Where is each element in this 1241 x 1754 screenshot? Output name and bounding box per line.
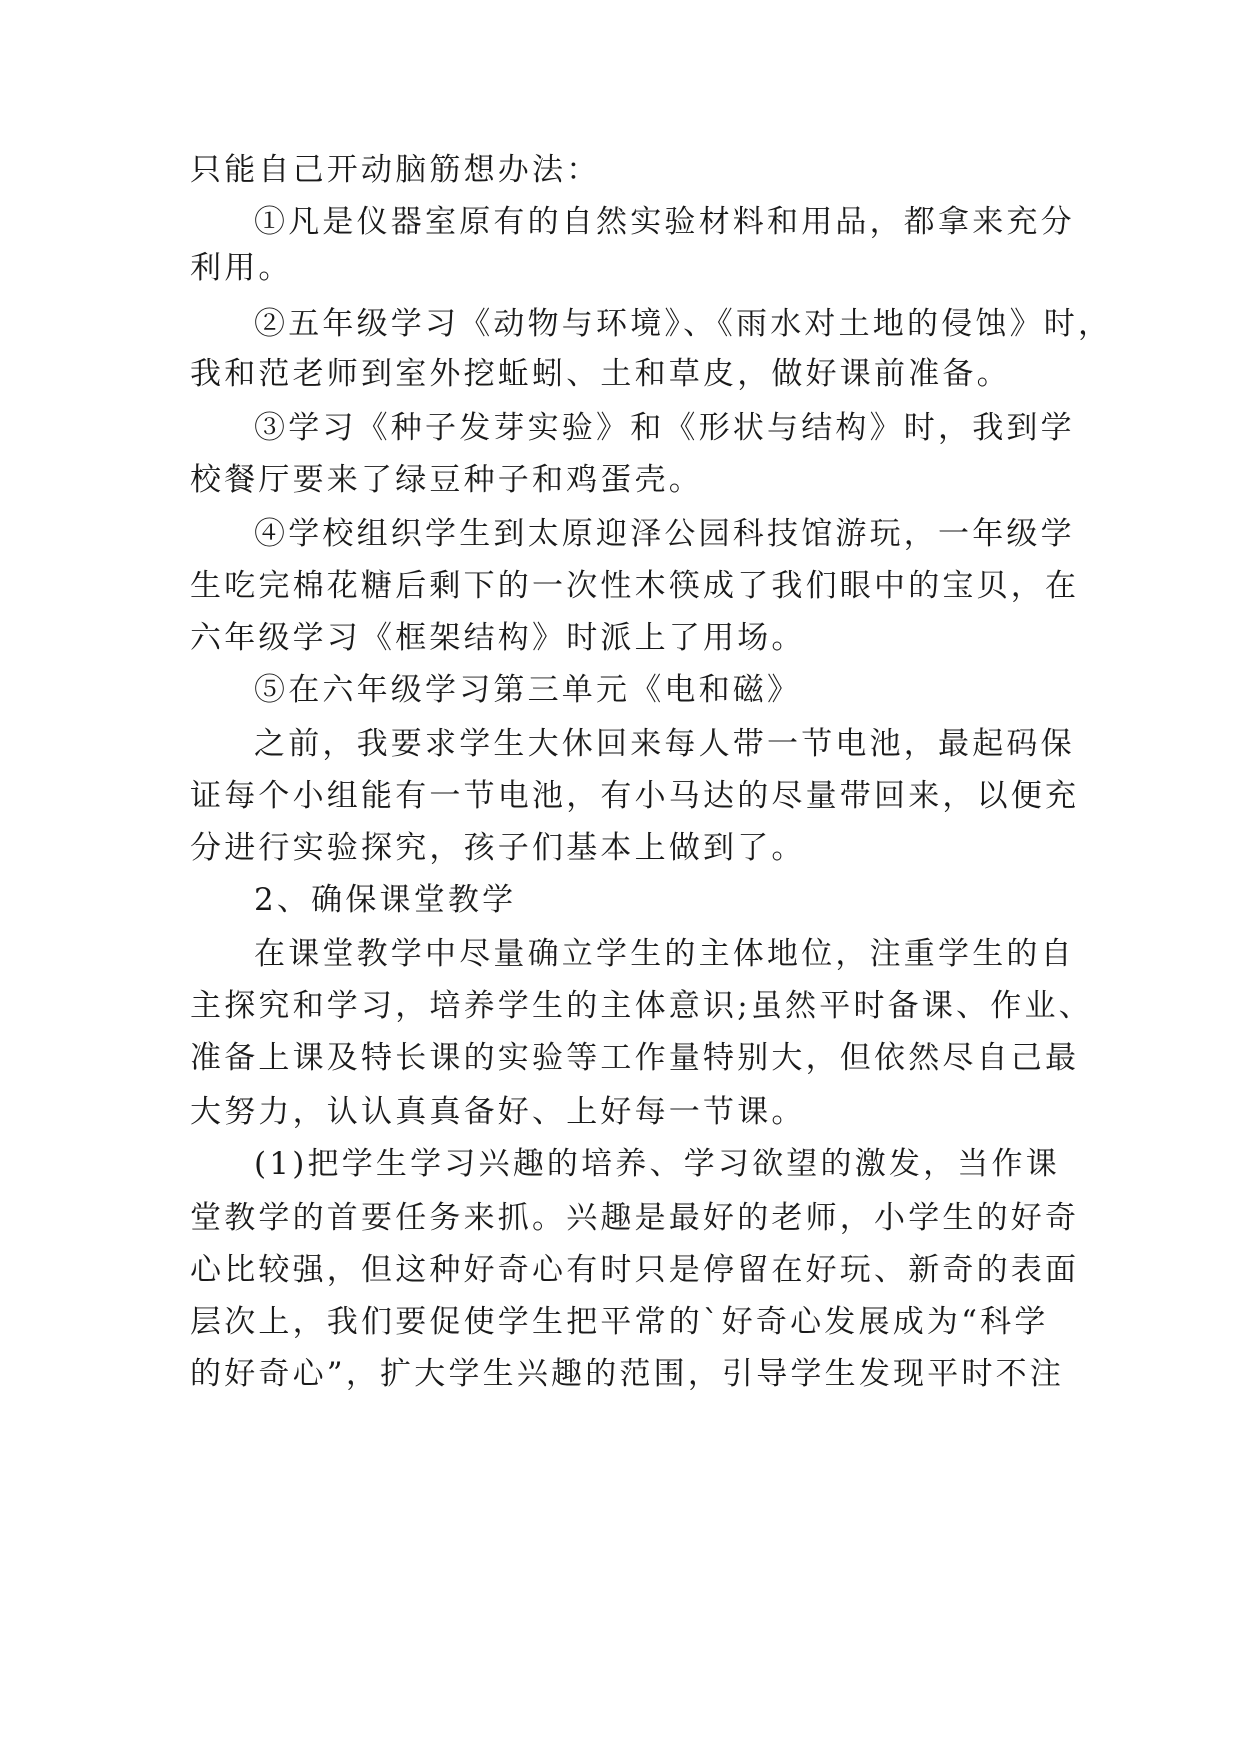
text-line: ②五年级学习《动物与环境》、《雨水对土地的侵蚀》时， bbox=[254, 306, 1113, 342]
text-line: (1)把学生学习兴趣的培养、学习欲望的激发，当作课 bbox=[254, 1146, 1060, 1182]
text-line: 利用。 bbox=[190, 250, 293, 286]
text-line: 的好奇心”，扩大学生兴趣的范围，引导学生发现平时不注 bbox=[190, 1356, 1065, 1392]
text-line: 大努力，认认真真备好、上好每一节课。 bbox=[190, 1094, 806, 1130]
text-line: 心比较强，但这种好奇心有时只是停留在好玩、新奇的表面 bbox=[190, 1252, 1080, 1288]
text-line: 证每个小组能有一节电池，有小马达的尽量带回来，以便充 bbox=[190, 778, 1080, 814]
text-line: 主探究和学习，培养学生的主体意识;虽然平时备课、作业、 bbox=[190, 988, 1093, 1024]
text-line: 堂教学的首要任务来抓。兴趣是最好的老师，小学生的好奇 bbox=[190, 1200, 1080, 1236]
section-heading: 2、确保课堂教学 bbox=[254, 882, 517, 918]
text-line: ④学校组织学生到太原迎泽公园科技馆游玩，一年级学 bbox=[254, 516, 1075, 552]
text-line: 在课堂教学中尽量确立学生的主体地位，注重学生的自 bbox=[254, 936, 1075, 972]
text-line: ①凡是仪器室原有的自然实验材料和用品，都拿来充分 bbox=[254, 204, 1075, 240]
text-line: 生吃完棉花糖后剩下的一次性木筷成了我们眼中的宝贝，在 bbox=[190, 568, 1080, 604]
text-line: 层次上，我们要促使学生把平常的`好奇心发展成为“科学 bbox=[190, 1304, 1049, 1340]
text-line: 只能自己开动脑筋想办法： bbox=[190, 152, 601, 188]
text-line: 准备上课及特长课的实验等工作量特别大，但依然尽自己最 bbox=[190, 1040, 1080, 1076]
text-line: ③学习《种子发芽实验》和《形状与结构》时，我到学 bbox=[254, 410, 1075, 446]
text-line: 分进行实验探究，孩子们基本上做到了。 bbox=[190, 830, 806, 866]
text-line: 我和范老师到室外挖蚯蚓、土和草皮，做好课前准备。 bbox=[190, 356, 1011, 392]
text-line: 之前，我要求学生大休回来每人带一节电池，最起码保 bbox=[254, 726, 1075, 762]
text-line: 六年级学习《框架结构》时派上了用场。 bbox=[190, 620, 806, 656]
text-line: ⑤在六年级学习第三单元《电和磁》 bbox=[254, 672, 802, 708]
text-line: 校餐厅要来了绿豆种子和鸡蛋壳。 bbox=[190, 462, 703, 498]
